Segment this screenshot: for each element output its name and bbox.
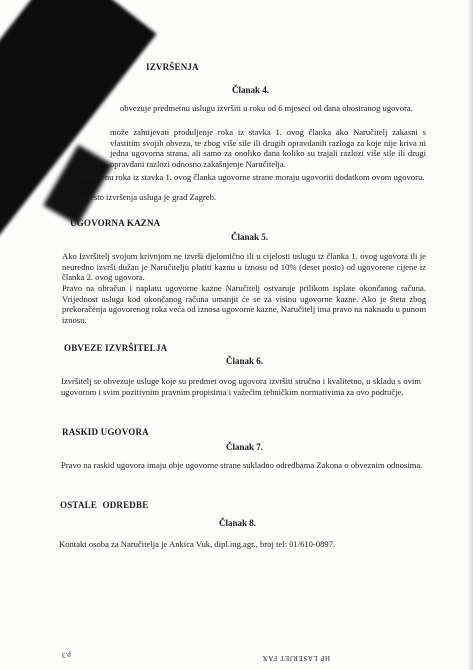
article-5-paragraph-1: Ako Izvršitelj svojom krivnjom ne izvrši djelomično ili u cijelosti uslugu iz članka 1. ovog ugovora ili je neuredno izvrši dužan je Naručitelju platiti kaznu u iznosu od 10% (deset posto) od ugovorene cijene iz članka 2. ovog ugovora. [62, 251, 426, 283]
page-number: p.3 [62, 651, 71, 659]
article-7-title: Članak 7. [226, 442, 264, 452]
article-4-title: Članak 4. [232, 85, 270, 95]
article-4-paragraph-4: Mjesto izvršenja usluga je grad Zagreb. [80, 192, 217, 202]
article-4-paragraph-2: može zahtijevati produljenje roka iz stavka 1. ovog članka ako Naručitelj zakasni s vlastitim svojih obveza, te zbog više sile ili drugih opravdanih razloga za koje nije kriva ni jedna ugovorna strana, ali samo za onoliko dana koliko su trajali razlozi više sile ili drugi opravdani razlozi odnosno zakašnjenje Naručitelja. [110, 127, 426, 169]
article-4-paragraph-1: obvezuje predmetnu uslugu izvršiti u roku od 6 mjeseci od dana obostranog ugovora. [120, 103, 413, 113]
article-5-title: Članak 5. [231, 232, 269, 242]
article-8-paragraph-1: Kontakt osoba za Naručitelja je Ankica Vuk, dipl.ing.agr., broj tel: 01/610-0897. [59, 539, 336, 549]
section-heading-raskid-ugovora: RASKID UGOVORA [62, 427, 149, 437]
section-heading-ostale-odredbe: OSTALE ODREDBE [60, 500, 149, 510]
fax-header-text: HP LASERJET FAX [262, 654, 330, 662]
article-7-paragraph-1: Pravo na raskid ugovora imaju obje ugovorne strane sukladno odredbama Zakona o obveznim odnosima. [61, 460, 423, 470]
section-heading-rok-izvrsenja: IZVRŠENJA [146, 62, 199, 72]
article-6-paragraph-1: Izvršitelj se obvezuje usluge koje su predmet ovog ugovora izvršiti stručno i kvalitetno, u skladu s ovim ugovorom i svim pozitivnim pravnim propisima i važećim tehničkim normativima za ovo područje. [61, 376, 421, 397]
article-6-title: Članak 6. [226, 356, 264, 366]
article-8-title: Članak 8. [219, 518, 257, 528]
article-5-paragraph-2: Pravo na obračun i naplatu ugovorne kazne Naručitelj ostvaruje prilikom isplate okončanog računa. Vrijednost usluga kod okončanog računa umanjit će se za visinu ugovorne kazne. Ako je šteta zbog prekoračenja ugovorenog roka veća od iznosa ugovorne kazne, Naručitelj ima pravo na naknadu u punom iznosu. [62, 283, 426, 325]
section-heading-ugovorna-kazna: UGOVORNA KAZNA [70, 218, 161, 228]
article-4-paragraph-3: Promjenu roka iz stavka 1. ovog članka ugovorne strane moraju ugovoriti dodatkom ovom ugovoru. [80, 172, 425, 182]
page-edge [467, 0, 473, 670]
section-heading-obveze-izvrsitelja: OBVEZE IZVRŠITELJA [64, 343, 168, 353]
